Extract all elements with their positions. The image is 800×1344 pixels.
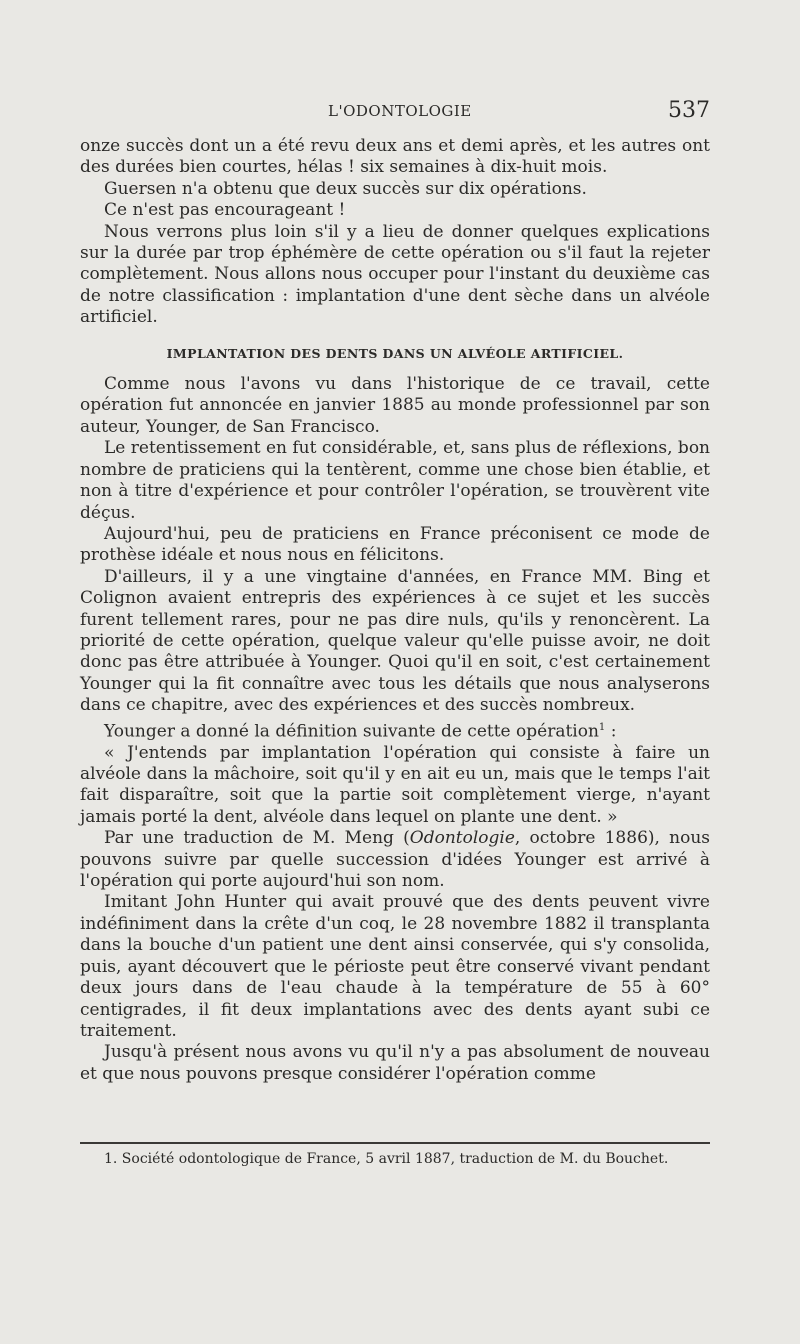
- paragraph: Nous verrons plus loin s'il y a lieu de donner quelques explications sur la durée par trop éphémère de cette opération ou s'il faut la rejeter complètement. Nous allons nous occuper pour l'instant du deuxième cas de notre classification : implantation d'une dent sèche dans un alvéole artificiel.: [80, 221, 710, 328]
- paragraph: Comme nous l'avons vu dans l'historique de ce travail, cette opération fut annoncée en janvier 1885 au monde professionnel par son auteur, Younger, de San Francisco.: [80, 374, 710, 437]
- meng-paragraph: [80, 828, 710, 892]
- definition-quote: « J'entends par implantation l'opération qui consiste à faire un alvéole dans la mâchoire, soit qu'il y en ait eu un, mais que le temps l'ait fait disparaître, soit que la partie soit complètement vierge, n'ayant jamais porté la dent, alvéole dans lequel on plante une dent. »: [80, 742, 710, 827]
- page-number: 537: [668, 98, 710, 123]
- body-text: [80, 136, 710, 1085]
- paragraph: Guersen n'a obtenu que deux succès sur dix opérations.: [104, 178, 587, 199]
- running-head: L'ODONTOLOGIE: [328, 102, 472, 120]
- paragraph: Jusqu'à présent nous avons vu qu'il n'y a pas absolument de nouveau et que nous pouvons presque considérer l'opération comme: [80, 1042, 710, 1084]
- journal-title: Odontologie: [409, 828, 515, 849]
- definition-intro-end: :: [605, 721, 617, 742]
- page-header: [80, 98, 710, 126]
- footnote: 1. Société odontologique de France, 5 avril 1887, traduction de M. du Bouchet.: [104, 1151, 669, 1167]
- footnote-divider: [80, 1142, 710, 1144]
- paragraph: Imitant John Hunter qui avait prouvé que des dents peuvent vivre indéfiniment dans la crête d'un coq, le 28 novembre 1882 il transplanta dans la bouche d'un patient une dent ainsi conservée, qui s'y consolida, puis, ayant découvert que le périoste peut être conservé vivant pendant deux jours dans de l'eau chaude à la température de 55 à 60° centigrades, il fit deux implantations avec des dents ayant subi ce traitement.: [80, 892, 710, 1041]
- paragraph: Le retentissement en fut considérable, et, sans plus de réflexions, bon nombre de praticiens qui la tentèrent, comme une chose bien établie, et non à titre d'expérience et pour contrôler l'opération, se trouvèrent vite déçus.: [80, 438, 710, 523]
- paragraph: onze succès dont un a été revu deux ans et demi après, et les autres ont des durées bien courtes, hélas ! six semaines à dix-huit mois.: [80, 136, 710, 178]
- section-heading: IMPLANTATION DES DENTS DANS UN ALVÉOLE ARTIFICIEL.: [166, 345, 624, 361]
- meng-after: , octobre 1886), nous pouvons suivre par quelle succession d'idées Younger est arrivé à l'opération qui porte aujourd'hui son nom.: [80, 828, 710, 892]
- paragraph: Ce n'est pas encourageant !: [104, 200, 346, 221]
- definition-intro: Younger a donné la définition suivante de cette opération: [104, 721, 599, 742]
- definition-intro-paragraph: [80, 717, 710, 743]
- meng-before: Par une traduction de M. Meng (: [104, 828, 410, 849]
- footnote-mark[interactable]: 1: [598, 721, 606, 733]
- paragraph: D'ailleurs, il y a une vingtaine d'années, en France MM. Bing et Colignon avaient entrepris des expériences à ce sujet et les succès furent tellement rares, pour ne pas dire nuls, qu'ils y renoncèrent. La priorité de cette opération, quelque valeur qu'elle puisse avoir, ne doit donc pas être attribuée à Younger. Quoi qu'il en soit, c'est certainement Younger qui la fit connaître avec tous les détails que nous analyserons dans ce chapitre, avec des expériences et des succès nombreux.: [80, 566, 710, 716]
- paragraph: Aujourd'hui, peu de praticiens en France préconisent ce mode de prothèse idéale et nous nous en félicitons.: [80, 523, 710, 566]
